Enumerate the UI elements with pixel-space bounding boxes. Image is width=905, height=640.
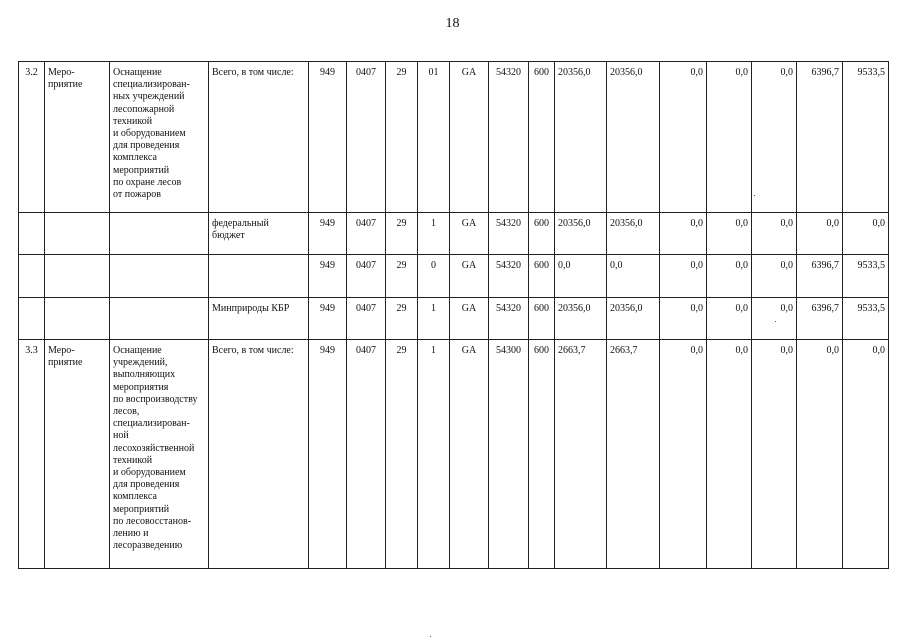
amount-cell: 0,0 (752, 298, 797, 340)
amount-cell: 20356,0 (555, 62, 607, 213)
amount-cell: 0,0 (707, 340, 752, 569)
section-code-cell: 0407 (347, 62, 386, 213)
grbs-code-cell: 949 (309, 340, 347, 569)
direction-code-cell: 54300 (489, 340, 529, 569)
amount-cell: 0,0 (752, 62, 797, 213)
item-description-cell: Оснащение учреждений, выполняющих мероприятия по воспроизводству лесов, специализирован- ной лесохозяйственной техникой и оборудованием для проведения комплекса мероприятий по лесовосстанов- лению и лесоразведению (110, 340, 209, 569)
program-code-cell: 29 (386, 213, 418, 255)
row-number-cell (19, 255, 45, 298)
amount-cell: 20356,0 (555, 213, 607, 255)
section-code-cell: 0407 (347, 298, 386, 340)
table-row (19, 298, 889, 340)
amount-cell: 2663,7 (607, 340, 660, 569)
amount-cell: 0,0 (660, 62, 707, 213)
grbs-code-cell: 949 (309, 213, 347, 255)
section-code-cell: 0407 (347, 255, 386, 298)
subprogram-code-cell: 1 (418, 298, 450, 340)
amount-cell: 0,0 (707, 213, 752, 255)
section-code-cell: 0407 (347, 340, 386, 569)
event-code-cell: GA (450, 213, 489, 255)
expense-type-code-cell: 600 (529, 213, 555, 255)
funding-source-cell: федеральный бюджет (209, 213, 309, 255)
amount-cell: 0,0 (660, 255, 707, 298)
row-number-cell (19, 213, 45, 255)
funding-source-cell: Минприроды КБР (209, 298, 309, 340)
program-code-cell: 29 (386, 298, 418, 340)
direction-code-cell: 54320 (489, 213, 529, 255)
amount-cell: 6396,7 (797, 298, 843, 340)
row-number-cell (19, 298, 45, 340)
amount-cell: 2663,7 (555, 340, 607, 569)
amount-cell: 0,0 (797, 213, 843, 255)
amount-cell: 0,0 (607, 255, 660, 298)
table-row (19, 62, 889, 213)
grbs-code-cell: 949 (309, 255, 347, 298)
amount-cell: 0,0 (660, 340, 707, 569)
item-type-cell: Меро- приятие (45, 340, 110, 569)
amount-cell: 9533,5 (843, 62, 889, 213)
table-row (19, 213, 889, 255)
amount-cell: 0,0 (660, 298, 707, 340)
event-code-cell: GA (450, 298, 489, 340)
item-description-cell (110, 213, 209, 255)
amount-cell: 0,0 (797, 340, 843, 569)
item-description-cell: Оснащение специализирован- ных учреждений лесопожарной техникой и оборудованием для проведения комплекса мероприятий по охране лесов от пожаров (110, 62, 209, 213)
scan-speck (775, 321, 776, 322)
amount-cell: 0,0 (752, 213, 797, 255)
direction-code-cell: 54320 (489, 62, 529, 213)
program-code-cell: 29 (386, 62, 418, 213)
table-row (19, 340, 889, 569)
amount-cell: 20356,0 (607, 213, 660, 255)
item-description-cell (110, 255, 209, 298)
funding-source-cell: Всего, в том числе: (209, 62, 309, 213)
amount-cell: 9533,5 (843, 255, 889, 298)
amount-cell: 0,0 (707, 255, 752, 298)
expense-type-code-cell: 600 (529, 255, 555, 298)
funding-source-cell: Всего, в том числе: (209, 340, 309, 569)
funding-source-cell (209, 255, 309, 298)
amount-cell: 0,0 (843, 213, 889, 255)
amount-cell: 20356,0 (555, 298, 607, 340)
program-code-cell: 29 (386, 255, 418, 298)
amount-cell: 0,0 (752, 340, 797, 569)
table-row (19, 255, 889, 298)
row-number-cell: 3.2 (19, 62, 45, 213)
event-code-cell: GA (450, 255, 489, 298)
expense-type-code-cell: 600 (529, 298, 555, 340)
direction-code-cell: 54320 (489, 255, 529, 298)
amount-cell: 0,0 (660, 213, 707, 255)
item-type-cell: Меро- приятие (45, 62, 110, 213)
subprogram-code-cell: 1 (418, 213, 450, 255)
row-number-cell: 3.3 (19, 340, 45, 569)
item-description-cell (110, 298, 209, 340)
budget-table (18, 61, 889, 569)
section-code-cell: 0407 (347, 213, 386, 255)
scan-speck (754, 195, 755, 196)
amount-cell: 20356,0 (607, 298, 660, 340)
item-type-cell (45, 255, 110, 298)
direction-code-cell: 54320 (489, 298, 529, 340)
subprogram-code-cell: 1 (418, 340, 450, 569)
grbs-code-cell: 949 (309, 298, 347, 340)
amount-cell: 0,0 (707, 62, 752, 213)
amount-cell: 9533,5 (843, 298, 889, 340)
amount-cell: 0,0 (555, 255, 607, 298)
event-code-cell: GA (450, 340, 489, 569)
subprogram-code-cell: 0 (418, 255, 450, 298)
program-code-cell: 29 (386, 340, 418, 569)
item-type-cell (45, 298, 110, 340)
amount-cell: 20356,0 (607, 62, 660, 213)
amount-cell: 6396,7 (797, 255, 843, 298)
amount-cell: 0,0 (752, 255, 797, 298)
amount-cell: 0,0 (843, 340, 889, 569)
subprogram-code-cell: 01 (418, 62, 450, 213)
amount-cell: 6396,7 (797, 62, 843, 213)
scan-speck (430, 636, 431, 637)
page-number: 18 (445, 16, 460, 31)
amount-cell: 0,0 (707, 298, 752, 340)
item-type-cell (45, 213, 110, 255)
expense-type-code-cell: 600 (529, 340, 555, 569)
event-code-cell: GA (450, 62, 489, 213)
grbs-code-cell: 949 (309, 62, 347, 213)
expense-type-code-cell: 600 (529, 62, 555, 213)
